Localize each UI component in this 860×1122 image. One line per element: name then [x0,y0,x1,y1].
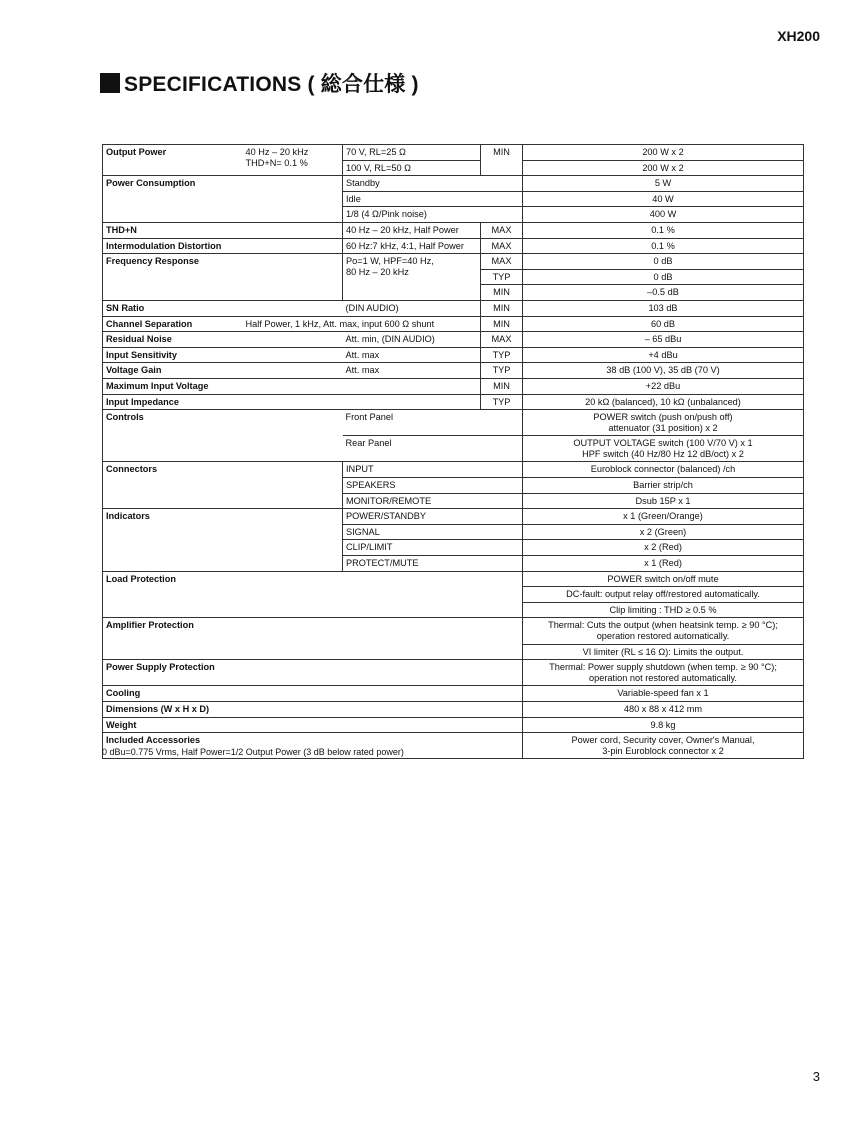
row-condition: POWER/STANDBY [343,509,523,525]
row-condition: INPUT [343,462,523,478]
row-tag: TYP [481,347,523,363]
row-value: POWER switch (push on/push off) attenuator (31 position) x 2 [523,410,804,436]
row-value: x 2 (Red) [523,540,804,556]
table-row [103,394,804,410]
row-label: Input Sensitivity [103,347,343,363]
table-row [103,145,804,161]
row-value: POWER switch on/off mute [523,571,804,587]
row-value: Thermal: Cuts the output (when heatsink temp. ≥ 90 °C); operation restored automatically. [523,618,804,644]
row-value: OUTPUT VOLTAGE switch (100 V/70 V) x 1 HPF switch (40 Hz/80 Hz 12 dB/oct) x 2 [523,436,804,462]
row-value: 0 dB [523,254,804,270]
row-tag: MIN [481,145,523,176]
table-row [103,618,804,644]
table-row [103,378,804,394]
row-condition: Att. max [343,347,481,363]
row-value: 400 W [523,207,804,223]
row-value: Thermal: Power supply shutdown (when temp. ≥ 90 °C); operation not restored automatically. [523,660,804,686]
row-value: Clip limiting : THD ≥ 0.5 % [523,602,804,618]
row-condition: SIGNAL [343,524,523,540]
row-value: Dsub 15P x 1 [523,493,804,509]
row-value: – 65 dBu [523,332,804,348]
row-tag: MIN [481,378,523,394]
row-value: 103 dB [523,300,804,316]
row-tag: MIN [481,300,523,316]
row-value: Variable-speed fan x 1 [523,686,804,702]
row-tag: MAX [481,238,523,254]
table-row [103,509,804,525]
row-value: x 2 (Green) [523,524,804,540]
table-row [103,238,804,254]
row-value: +22 dBu [523,378,804,394]
row-value: 0.1 % [523,222,804,238]
row-condition: (DIN AUDIO) [343,300,481,316]
table-row [103,410,804,436]
row-value: 0.1 % [523,238,804,254]
row-value: 0 dB [523,269,804,285]
table-row [103,717,804,733]
row-value: 9.8 kg [523,717,804,733]
row-label: Connectors [103,462,343,509]
row-value: DC-fault: output relay off/restored automatically. [523,587,804,603]
model-name: XH200 [777,28,820,44]
table-row [103,686,804,702]
row-value: Euroblock connector (balanced) /ch [523,462,804,478]
row-value: 38 dB (100 V), 35 dB (70 V) [523,363,804,379]
row-tag: MIN [481,285,523,301]
heading-square-icon [100,73,120,93]
row-label: Voltage Gain [103,363,343,379]
row-label: Cooling [103,686,523,702]
footnote: 0 dBu=0.775 Vrms, Half Power=1/2 Output Power (3 dB below rated power) [102,747,404,757]
row-label: Maximum Input Voltage [103,378,481,394]
row-condition: CLIP/LIMIT [343,540,523,556]
row-label: Input Impedance [103,394,481,410]
row-condition: 40 Hz – 20 kHz, Half Power [343,222,481,238]
row-condition: SPEAKERS [343,478,523,494]
row-value: –0.5 dB [523,285,804,301]
row-condition: Att. min, (DIN AUDIO) [343,332,481,348]
table-row [103,222,804,238]
table-row [103,347,804,363]
row-condition: 1/8 (4 Ω/Pink noise) [343,207,523,223]
row-label: SN Ratio [103,300,343,316]
row-condition: Rear Panel [343,436,523,462]
table-row [103,254,804,270]
row-value: 60 dB [523,316,804,332]
row-value: 40 W [523,191,804,207]
row-label: Indicators [103,509,343,571]
row-value: 200 W x 2 [523,160,804,176]
table-row [103,571,804,587]
row-condition: Idle [343,191,523,207]
table-row [103,660,804,686]
row-label: Controls [103,410,343,462]
row-condition: Front Panel [343,410,523,436]
row-tag: TYP [481,363,523,379]
row-label: Power Consumption [103,176,343,223]
row-condition: Po=1 W, HPF=40 Hz, 80 Hz – 20 kHz [343,254,481,301]
spec-table [102,144,804,759]
row-value: Barrier strip/ch [523,478,804,494]
row-label: Amplifier Protection [103,618,523,660]
row-label: Included Accessories [103,733,523,759]
row-label: Output Power [103,145,243,176]
row-condition: Att. max [343,363,481,379]
table-row [103,176,804,192]
row-load: 100 V, RL=50 Ω [343,160,481,176]
row-condition: Half Power, 1 kHz, Att. max, input 600 Ω shunt [243,316,481,332]
table-row [103,300,804,316]
page-number: 3 [812,1069,820,1084]
row-value: Power cord, Security cover, Owner's Manual, 3-pin Euroblock connector x 2 [523,733,804,759]
row-label: Channel Separation [103,316,243,332]
row-condition: 40 Hz – 20 kHz THD+N= 0.1 % [243,145,343,176]
row-value: x 1 (Green/Orange) [523,509,804,525]
row-label: Power Supply Protection [103,660,523,686]
row-tag: MAX [481,332,523,348]
row-load: 70 V, RL=25 Ω [343,145,481,161]
table-row [103,332,804,348]
row-value: 480 x 88 x 412 mm [523,701,804,717]
row-label: THD+N [103,222,343,238]
table-row [103,363,804,379]
row-label: Weight [103,717,523,733]
row-value: 20 kΩ (balanced), 10 kΩ (unbalanced) [523,394,804,410]
row-tag: MIN [481,316,523,332]
row-label: Load Protection [103,571,523,618]
row-tag: MAX [481,254,523,270]
row-label: Frequency Response [103,254,343,301]
row-condition: Standby [343,176,523,192]
row-label: Intermodulation Distortion [103,238,343,254]
table-row [103,316,804,332]
row-tag: MAX [481,222,523,238]
row-value: 200 W x 2 [523,145,804,161]
row-value: x 1 (Red) [523,556,804,572]
row-value: +4 dBu [523,347,804,363]
row-value: VI limiter (RL ≤ 16 Ω): Limits the output. [523,644,804,660]
table-row [103,701,804,717]
row-label: Residual Noise [103,332,343,348]
row-value: 5 W [523,176,804,192]
section-heading [100,68,419,98]
row-condition: 60 Hz:7 kHz, 4:1, Half Power [343,238,481,254]
row-label: Dimensions (W x H x D) [103,701,523,717]
row-condition: PROTECT/MUTE [343,556,523,572]
row-tag: TYP [481,269,523,285]
table-row [103,462,804,478]
row-tag: TYP [481,394,523,410]
row-condition: MONITOR/REMOTE [343,493,523,509]
section-title: SPECIFICATIONS ( 総合仕様 ) [124,73,419,96]
